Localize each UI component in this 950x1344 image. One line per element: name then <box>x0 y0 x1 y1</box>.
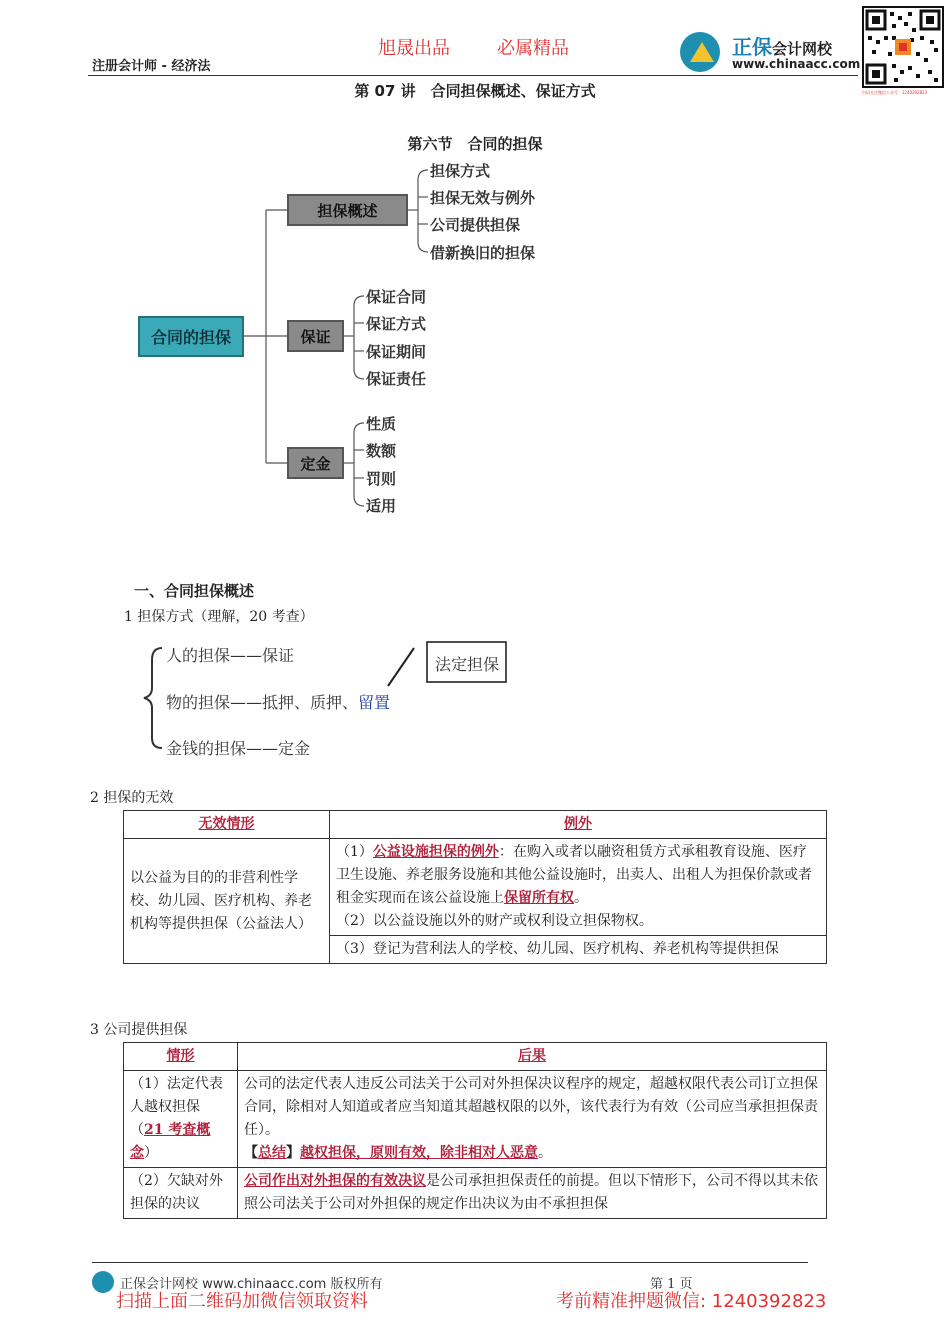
qr-note: 扫码关注微信公众号 · 1240392823 <box>862 90 928 95</box>
subheading-invalidity: 2 担保的无效 <box>90 790 174 806</box>
logo-triangle-icon <box>690 42 714 62</box>
mindmap-leaf: 保证期间 <box>366 343 427 361</box>
statutory-guarantee-box: 法定担保 <box>435 655 500 674</box>
mindmap-branch-overview: 担保概述 <box>287 194 408 226</box>
brand-right: 必属精品 <box>497 38 569 59</box>
case-cell-1: （1）法定代表人越权担保 （21 考查概念） <box>124 1071 238 1168</box>
consequence-cell-1: 公司的法定代表人违反公司法关于公司对外担保决议程序的规定，超越权限代表公司订立担保合同，除相对人知道或者应当知道其超越权限的以外，该代表行为有效（公司应当承担担保责任）。 【总结】越权担保，原则有效，除非相对人恶意。 <box>238 1071 827 1168</box>
exception-2: （2）以公益设施以外的财产或权利设立担保物权。 <box>336 913 653 929</box>
footer-logo-icon <box>92 1271 114 1293</box>
table-row <box>124 1071 827 1168</box>
table-header-row <box>124 811 827 839</box>
page-number: 第 1 页 <box>650 1277 693 1292</box>
lecture-title: 第 07 讲 合同担保概述、保证方式 <box>354 82 596 100</box>
mindmap-leaf: 担保无效与例外 <box>430 189 536 207</box>
footer-divider <box>92 1262 808 1263</box>
mindmap-leaf: 借新换旧的担保 <box>430 244 536 262</box>
consequence-cell-2: 公司作出对外担保的有效决议是公司承担担保责任的前提。但以下情形下，公司不得以其未依照公司法关于公司对外担保的规定作出决议为由不承担担保 <box>238 1168 827 1219</box>
promo-left: 扫描上面二维码加微信领取资料 <box>116 1291 368 1312</box>
case-cell-2: （2）欠缺对外担保的决议 <box>124 1168 238 1219</box>
mindmap-leaf: 保证方式 <box>366 315 427 333</box>
exception-cell-3: （3）登记为营利法人的学校、幼儿园、医疗机构、养老机构等提供担保 <box>330 936 827 964</box>
mindmap-leaf: 罚则 <box>366 470 397 488</box>
mindmap-leaf: 性质 <box>366 415 397 433</box>
table-header: 情形 <box>124 1043 238 1071</box>
logo-url: www.chinaacc.com <box>732 57 861 71</box>
header-divider <box>88 75 858 76</box>
logo-name: 正保会计网校 <box>732 35 833 59</box>
guarantee-type-personal: 人的担保——保证 <box>166 646 295 665</box>
mindmap-branch-guarantee: 保证 <box>287 320 344 352</box>
table-header-row <box>124 1043 827 1071</box>
table-header: 后果 <box>238 1043 827 1071</box>
table-row <box>124 1168 827 1219</box>
subject-label: 注册会计师 - 经济法 <box>92 59 211 74</box>
invalid-case-cell: 以公益为目的的非营利性学校、幼儿园、医疗机构、养老机构等提供担保（公益法人） <box>124 839 330 964</box>
mindmap-leaf: 保证责任 <box>366 370 427 388</box>
guarantee-type-money: 金钱的担保——定金 <box>166 739 311 758</box>
guarantee-type-property: 物的担保——抵押、质押、留置 <box>166 693 391 712</box>
mindmap-leaf: 适用 <box>366 497 397 515</box>
invalidity-table <box>123 810 827 964</box>
mindmap-leaf: 数额 <box>366 442 397 460</box>
company-guarantee-table <box>123 1042 827 1219</box>
subheading-guarantee-methods: 1 担保方式（理解，20 考查） <box>124 609 314 625</box>
subheading-company-guarantee: 3 公司提供担保 <box>90 1022 188 1038</box>
mindmap-branch-deposit: 定金 <box>287 447 344 479</box>
table-header: 例外 <box>330 811 827 839</box>
lien-link: 留置 <box>358 693 391 712</box>
section-title: 第六节 合同的担保 <box>407 135 543 153</box>
footer-copyright: 正保会计网校 www.chinaacc.com 版权所有 <box>120 1277 383 1292</box>
mindmap-root: 合同的担保 <box>138 316 244 357</box>
mindmap-leaf: 担保方式 <box>430 162 491 180</box>
mindmap-leaf: 保证合同 <box>366 288 427 306</box>
part-heading: 一、合同担保概述 <box>134 582 255 600</box>
exception-cell-1: （1）公益设施担保的例外：在购入或者以融资租赁方式承租教育设施、医疗卫生设施、养老服务设施和其他公益设施时，出卖人、出租人为担保价款或者租金实现而在该公益设施上保留所有权。 （2）以公益设施以外的财产或权利设立担保物权。 <box>330 839 827 936</box>
table-row <box>124 839 827 936</box>
qr-code-icon <box>862 6 944 88</box>
mindmap-leaf: 公司提供担保 <box>430 216 521 234</box>
promo-right: 考前精准押题微信: 1240392823 <box>556 1291 827 1312</box>
brand-left: 旭晟出品 <box>378 38 450 59</box>
table-header: 无效情形 <box>124 811 330 839</box>
